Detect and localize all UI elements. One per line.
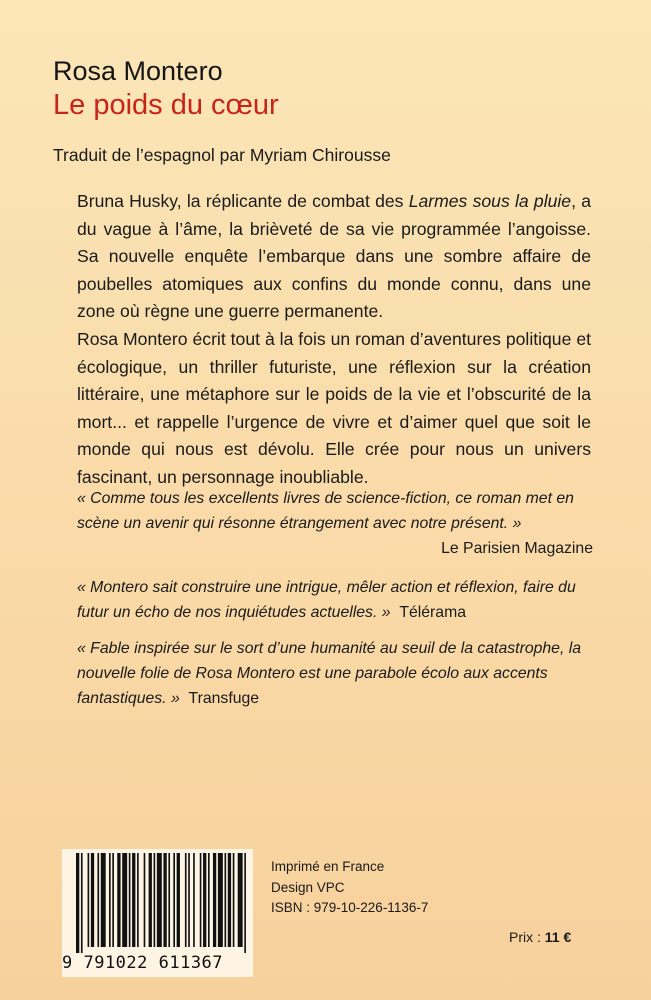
- barcode-bar: [203, 853, 206, 947]
- barcode-bar: [144, 853, 146, 947]
- barcode-bar: [157, 853, 162, 947]
- press-quote: [77, 637, 597, 711]
- barcode-bar: [132, 853, 135, 947]
- barcode-bar: [88, 853, 90, 947]
- synopsis-paragraph-2: Rosa Montero écrit tout à la fois un roman d’aventures politique et écologique, un thriller futuriste, une réflexion sur la création littéraire, une métaphore sur le poids de la vie et l’obscurité de la mort... et rappelle l’urgence de vivre et d’aimer quel que soit le monde qui nous est dévolu. Elle crée pour nous un univers fascinant, un personnage inoubliable.: [77, 328, 591, 487]
- design-credit: Design VPC: [271, 879, 345, 895]
- barcode-bar: [101, 853, 106, 947]
- imprint-info: [271, 857, 428, 919]
- book-title: Le poids du cœur: [53, 89, 279, 121]
- barcode-bar: [112, 853, 114, 947]
- synopsis-text: , a du vague à l’âme, la brièveté de sa vie programmée l’angoisse. Sa nouvelle enquête l’embarque dans une sombre affaire de poubelles atomiques aux confins du monde connu, dans une zone où règne une guerre permanente.: [77, 191, 592, 322]
- barcode-bar: [97, 853, 99, 947]
- barcode-bar: [137, 853, 139, 947]
- barcode-bar: [173, 853, 175, 947]
- synopsis-text: Bruna Husky, la réplicante de combat des: [77, 191, 409, 211]
- isbn-barcode: [62, 849, 253, 977]
- barcode-bar: [122, 853, 127, 947]
- synopsis-book-reference: Larmes sous la pluie: [408, 191, 572, 211]
- press-quote-source: Le Parisien Magazine: [441, 539, 593, 557]
- press-quote: [77, 576, 597, 626]
- press-quote-source: Transfuge: [188, 689, 260, 707]
- barcode-bar: [193, 853, 195, 947]
- barcode-bar: [238, 853, 243, 947]
- barcode-bar: [149, 853, 152, 947]
- barcode-bar: [228, 853, 231, 947]
- barcode-bar: [117, 853, 120, 947]
- barcode-bar: [168, 853, 170, 947]
- printed-in: Imprimé en France: [271, 859, 385, 874]
- barcode-bars: [62, 849, 253, 953]
- barcode-bar: [109, 853, 111, 947]
- isbn-number: ISBN : 979-10-226-1136-7: [271, 900, 429, 916]
- price: [509, 929, 571, 945]
- barcode-bar: [213, 853, 216, 947]
- barcode-bar: [163, 853, 166, 947]
- barcode-bar: [154, 853, 156, 947]
- press-quote-text: « Montero sait construire une intrigue, mêler action et réflexion, faire du futur un écho de nos inquiétudes actuelles. »: [77, 579, 576, 621]
- author-name: Rosa Montero: [53, 56, 223, 86]
- synopsis: [77, 188, 591, 492]
- barcode-bar: [81, 853, 83, 953]
- barcode-bar: [208, 853, 210, 947]
- barcode-bar: [129, 853, 131, 947]
- barcode-bar: [200, 853, 202, 947]
- barcode-bar: [233, 853, 235, 947]
- press-quote-text: « Fable inspirée sur le sort d’une humanité au seuil de la catastrophe, la nouvelle folie de Rosa Montero est une parabole écolo aux accents fantastiques. »: [77, 640, 582, 707]
- press-quote-text: « Comme tous les excellents livres de science-fiction, ce roman met en scène un avenir qui résonne étrangement avec notre présent. »: [77, 490, 574, 532]
- barcode-bar: [91, 853, 94, 947]
- synopsis-paragraph-1: [77, 188, 591, 326]
- barcode-bar: [76, 853, 79, 953]
- barcode-bar: [177, 853, 180, 947]
- barcode-bar: [218, 853, 223, 947]
- barcode-bar: [185, 853, 187, 947]
- barcode-bar: [244, 853, 246, 953]
- press-quote-source: Télérama: [399, 603, 467, 621]
- price-label: Prix :: [509, 929, 545, 945]
- press-quote: [77, 487, 597, 561]
- barcode-bar: [188, 853, 190, 947]
- translator-credit: Traduit de l’espagnol par Myriam Chirousse: [53, 145, 391, 165]
- price-value: 11 €: [544, 929, 572, 945]
- barcode-bar: [225, 853, 227, 947]
- barcode-digits: 9 791022 611367: [62, 953, 224, 973]
